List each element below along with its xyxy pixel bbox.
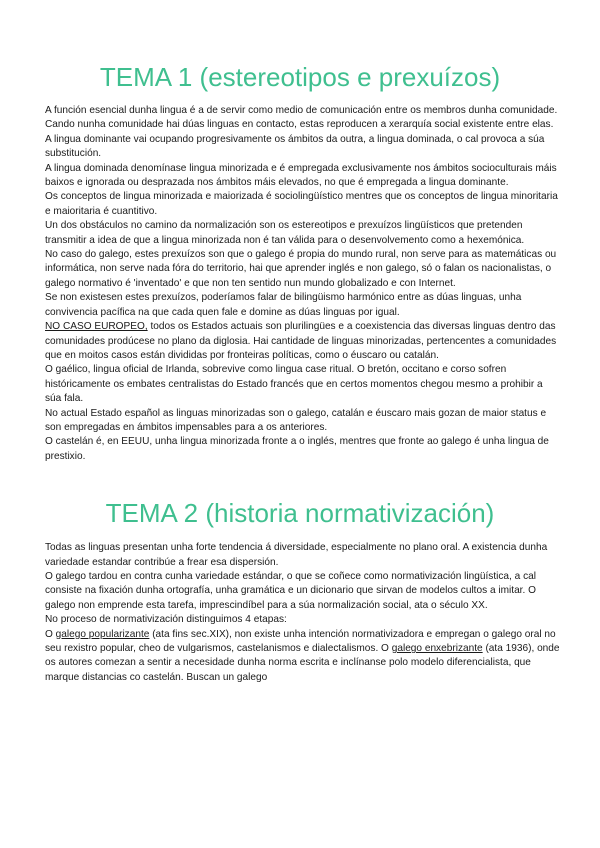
section-2-body [45, 541, 560, 685]
paragraph [45, 320, 560, 363]
paragraph: No proceso de normativización distinguimos 4 etapas: [45, 614, 287, 626]
underlined-term: galego enxebrizante [391, 643, 483, 654]
paragraph: O gaélico, lingua oficial de Irlanda, sobrevive como lingua case ritual. O bretón, occitano e corso sofren históricamente os embates centralistas do Estado francés que en certos momentos chegou mesmo a prohibir a súa fala. [45, 364, 543, 405]
paragraph: A lingua dominada denomínase lingua minorizada e é empregada exclusivamente nos ámbitos socioculturais máis baixos e ignorada ou desprazada nos ámbitos máis elevados, no que é empregada a lingua dominante. [45, 162, 557, 189]
paragraph [45, 628, 560, 686]
paragraph: Se non existesen estes prexuízos, poderíamos falar de bilingüismo harmónico entre as dúas linguas, unha convivencia pacífica na que cada quen fale e domine as dúas linguas por igual. [45, 292, 522, 318]
underlined-heading: NO CASO EUROPEO, [45, 321, 148, 333]
paragraph-text: (ata fins sec.XIX), non existe unha intención normativizadora e empregan o galego oral no seu rexistro popular, cheo de vulgarismos, castelanismos e dialectalismos. O [45, 628, 556, 654]
paragraph: Os conceptos de lingua minorizada e maiorizada é sociolingüístico mentres que os conceptos de lingua minoritaria e maioritaria é cuantitivo. [45, 191, 558, 217]
section-2-title: TEMA 2 (historia normativización) [105, 498, 495, 529]
paragraph-text: (ata 1936), onde os autores comezan a sentir a necesidade dunha norma escrita e inclínanse polo modelo diferencialista, que marque distancias co castelán. Buscan un galego [45, 643, 560, 683]
paragraph: A función esencial dunha lingua é a de servir como medio de comunicación entre os membros dunha comunidade. Cando nunha comunidade hai dúas linguas en contacto, estas reproducen a xerarquía social existente entre elas. A lingua dominante vai ocupando progresivamente os ámbitos da outra, a lingua dominada, o cal provoca a súa substitución. [45, 105, 558, 160]
paragraph: No caso do galego, estes prexuízos son que o galego é propia do mundo rural, non serve para as matemáticas ou informática, non serve nada fóra do territorio, hai que aprender inglés e non galego, só o falan os nacionalistas, o galego normativo é 'inventado' e que non ten sentido nun mundo globalizado e con Internet. [45, 249, 557, 289]
paragraph-text: O [45, 628, 56, 640]
section-1-body [45, 104, 560, 464]
paragraph: Todas as linguas presentan unha forte tendencia á diversidade, especialmente no plano oral. A existencia dunha variedade estandar contribúe a frear esa dispersión. [45, 542, 548, 568]
paragraph: Un dos obstáculos no camino da normalización son os estereotipos e prexuízos lingüísticos que pretenden transmitir a idea de que a lingua minorizada non é tan válida para o desenvolvemento como a hexemónica. [45, 220, 525, 246]
section-1-title: TEMA 1 (estereotipos e prexuízos) [99, 62, 501, 92]
underlined-term: galego popularizante [55, 628, 150, 640]
paragraph: O castelán é, en EEUU, unha lingua minorizada fronte a o inglés, mentres que fronte ao galego é unha lingua de prestixio. [45, 436, 549, 462]
paragraph: No actual Estado español as linguas minorizadas son o galego, catalán e éuscaro mais gozan de maior status e son empregadas en ámbitos impensables para a os anteriores. [45, 407, 547, 433]
paragraph: O galego tardou en contra cunha variedade estándar, o que se coñece como normativización lingüística, a cal consiste na fixación dunha ortografía, unha gramática e un dicionario que sirvan de modelos cultos a imitar. O galego non emprende esta tarefa, imprescindíbel para a súa normalización social, ata o século XX. [45, 570, 536, 611]
paragraph-text: todos os Estados actuais son plurilingües e a coexistencia das diversas linguas dentro das comunidades prodúcese no plano da diglosia. Hai cantidade de linguas minorizadas, pertencentes a comunidades que en moitos casos están divididas por fronteiras políticas, como o éuscaro ou catalán. [45, 321, 557, 361]
